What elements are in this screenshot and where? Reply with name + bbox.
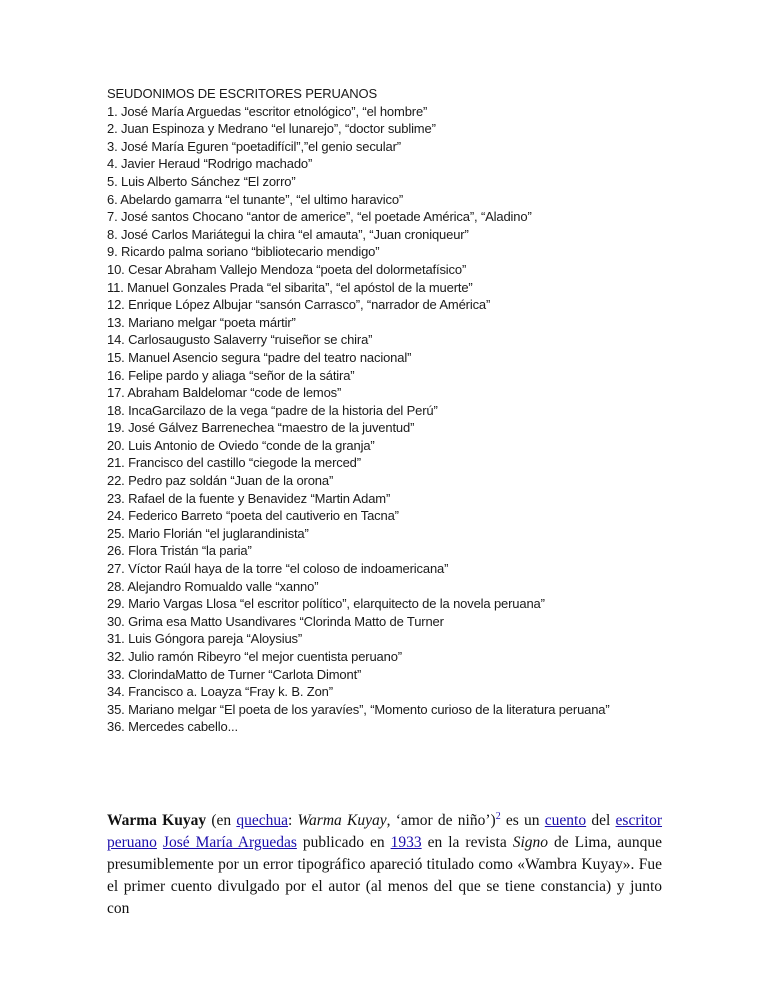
list-heading: SEUDONIMOS DE ESCRITORES PERUANOS xyxy=(107,86,378,101)
article-text: del xyxy=(586,812,616,830)
list-item: 7. José santos Chocano “antor de americe”, “el poetade América”, “Aladino” xyxy=(107,209,532,225)
list-item: 32. Julio ramón Ribeyro “el mejor cuentista peruano” xyxy=(107,649,402,664)
list-item: 28. Alejandro Romualdo valle “xanno” xyxy=(107,578,319,594)
list-item: 12. Enrique López Albujar “sansón Carrasco”, “narrador de América” xyxy=(107,297,491,313)
list-item: 23. Rafael de la fuente y Benavidez “Martin Adam” xyxy=(107,490,391,506)
article-text: es un xyxy=(500,812,545,830)
article-text: publicado en xyxy=(296,834,391,852)
list-item: 5. Luis Alberto Sánchez “El zorro” xyxy=(107,173,296,189)
list-item: 2. Juan Espinoza y Medrano “el lunarejo”, “doctor sublime” xyxy=(107,121,436,137)
list-item: 10. Cesar Abraham Vallejo Mendoza “poeta del dolormetafísico” xyxy=(107,261,467,277)
list-item: 14. Carlosaugusto Salaverry “ruiseñor se chira” xyxy=(107,332,373,348)
list-item: 21. Francisco del castillo “ciegode la merced” xyxy=(107,455,361,471)
list-item: 9. Ricardo palma soriano “bibliotecario mendigo” xyxy=(107,244,380,260)
reference-link[interactable]: 2 xyxy=(495,811,501,822)
list-item: 24. Federico Barreto “poeta del cautiverio en Tacna” xyxy=(107,508,399,524)
list-item: 34. Francisco a. Loayza “Fray k. B. Zon” xyxy=(107,684,333,700)
list-item: 31. Luis Góngora pareja “Aloysius” xyxy=(107,631,303,647)
list-item: 11. Manuel Gonzales Prada “el sibarita”, “el apóstol de la muerte” xyxy=(107,279,473,295)
article-title: Warma Kuyay xyxy=(107,812,207,830)
escritor-link[interactable]: escritor xyxy=(615,812,663,830)
list-item: 35. Mariano melgar “El poeta de los yaravíes”, “Momento curioso de la literatura peruana” xyxy=(107,701,610,717)
list-item: 19. José Gálvez Barrenechea “maestro de la juventud” xyxy=(107,420,415,436)
list-item: 4. Javier Heraud “Rodrigo machado” xyxy=(107,156,313,172)
list-item: 22. Pedro paz soldán “Juan de la orona” xyxy=(107,473,334,489)
list-item: 6. Abelardo gamarra “el tunante”, “el ultimo haravico” xyxy=(107,191,404,207)
list-item: 16. Felipe pardo y aliaga “señor de la sátira” xyxy=(107,367,355,383)
cuento-link[interactable]: cuento xyxy=(544,812,587,830)
list-item: 27. Víctor Raúl haya de la torre “el coloso de indoamericana” xyxy=(107,561,449,577)
list-item: 3. José María Eguren “poetadifícil”,”el genio secular” xyxy=(107,138,401,154)
list-item: 18. IncaGarcilazo de la vega “padre de la historia del Perú” xyxy=(107,402,438,418)
article-text: : xyxy=(288,812,298,830)
list-item: 29. Mario Vargas Llosa “el escritor político”, elarquitecto de la novela peruana” xyxy=(107,596,545,612)
list-item: 30. Grima esa Matto Usandivares “Clorinda Matto de Turner xyxy=(107,613,444,629)
year-1933-link[interactable]: 1933 xyxy=(390,834,422,852)
list-item: 15. Manuel Asencio segura “padre del teatro nacional” xyxy=(107,349,412,365)
list-item: 1. José María Arguedas “escritor etnológico”, “el hombre” xyxy=(107,103,428,119)
article-text: , ‘amor de niño’) xyxy=(386,812,496,830)
article-text: (en xyxy=(206,812,237,830)
article-text: de Lima, aunque presumiblemente por un error tipográfico apareció titulado como «Wambra Kuyay». Fue el primer cuento divulgado por el autor (al menos del que se tiene constancia) y junto con xyxy=(107,834,662,918)
arguedas-link[interactable]: José María Arguedas xyxy=(162,834,297,852)
quechua-link[interactable]: quechua xyxy=(236,812,288,830)
list-item: 17. Abraham Baldelomar “code de lemos” xyxy=(107,385,342,401)
article-paragraph xyxy=(107,806,662,920)
list-item: 8. José Carlos Mariátegui la chira “el amauta”, “Juan croniqueur” xyxy=(107,226,469,242)
list-item: 20. Luis Antonio de Oviedo “conde de la granja” xyxy=(107,437,375,453)
list-item: 33. ClorindaMatto de Turner “Carlota Dimont” xyxy=(107,666,362,682)
peruano-link[interactable]: peruano xyxy=(107,834,157,852)
magazine-name: Signo xyxy=(512,834,549,852)
list-item: 36. Mercedes cabello... xyxy=(107,719,238,735)
article-text: en la revista xyxy=(421,834,513,852)
pseudonym-list xyxy=(107,85,707,736)
list-item: 26. Flora Tristán “la paria” xyxy=(107,543,252,559)
list-item: 25. Mario Florián “el juglarandinista” xyxy=(107,525,309,541)
article-title-italic: Warma Kuyay xyxy=(297,812,387,830)
list-item: 13. Mariano melgar “poeta mártir” xyxy=(107,314,296,330)
